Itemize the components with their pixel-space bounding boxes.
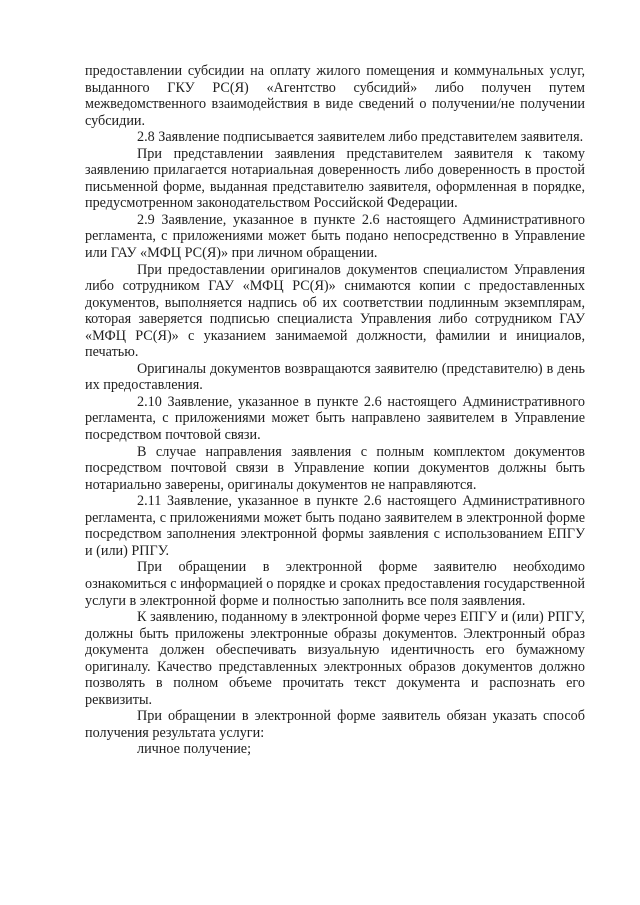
paragraph-result-method: При обращении в электронной форме заявитель обязан указать способ получения результата услуги: <box>85 708 585 741</box>
paragraph-2-10: 2.10 Заявление, указанное в пункте 2.6 настоящего Административного регламента, с приложениями может быть направлено заявителем в Управление посредством почтовой связи. <box>85 393 585 444</box>
paragraph-postal: В случае направления заявления с полным комплектом документов посредством почтовой связи в Управление копии документов должны быть нотариально заверены, оригиналы документов не направляются. <box>85 443 585 493</box>
paragraph-originals-copies: При предоставлении оригиналов документов специалистом Управления либо сотрудником ГАУ «МФЦ РС(Я)» снимаются копии с предоставленных документов, выполняется надпись об их соответствии подлинным экземплярам, которая заверяется подписью специалиста Управления либо сотрудником ГАУ «МФЦ РС(Я)» с указанием занимаемой должности, фамилии и инициалов, печатью. <box>85 261 585 361</box>
document-body <box>85 63 585 758</box>
paragraph-subsidy-info: предоставлении субсидии на оплату жилого помещения и коммунальных услуг, выданного ГКУ РС(Я) «Агентство субсидий» либо получен путем межведомственного взаимодействия в виде сведений о получении/не получении субсидии. <box>85 63 585 129</box>
paragraph-originals-returned: Оригиналы документов возвращаются заявителю (представителю) в день их предоставления. <box>85 360 585 394</box>
paragraph-2-8: 2.8 Заявление подписывается заявителем либо представителем заявителя. <box>137 129 584 146</box>
paragraph-2-11: 2.11 Заявление, указанное в пункте 2.6 настоящего Административного регламента, с приложениями может быть подано заявителем в электронной форме посредством заполнения электронной формы заявления с использованием ЕПГУ и (или) РПГУ. <box>85 493 585 559</box>
paragraph-personal-receipt: личное получение; <box>137 741 252 758</box>
paragraph-electronic-info: При обращении в электронной форме заявителю необходимо ознакомиться с информацией о порядке и сроках предоставления государственной услуги в электронной форме и полностью заполнить все поля заявления. <box>85 559 585 609</box>
paragraph-representative: При представлении заявления представителем заявителя к такому заявлению прилагается нотариальная доверенность либо доверенность в простой письменной форме, выданная представителю заявителя, оформленная в порядке, предусмотренном законодательством Российской Федерации. <box>85 145 585 212</box>
paragraph-electronic-images: К заявлению, поданному в электронной форме через ЕПГУ и (или) РПГУ, должны быть приложены электронные образы документов. Электронный образ документа должен обеспечивать визуальную идентичность его бумажному оригиналу. Качество представленных электронных образов документов должно позволять в полном объеме прочитать текст документа и распознать его реквизиты. <box>85 609 585 708</box>
paragraph-2-9: 2.9 Заявление, указанное в пункте 2.6 настоящего Административного регламента, с приложениями может быть подано непосредственно в Управление или ГАУ «МФЦ РС(Я)» при личном обращении. <box>85 211 585 262</box>
